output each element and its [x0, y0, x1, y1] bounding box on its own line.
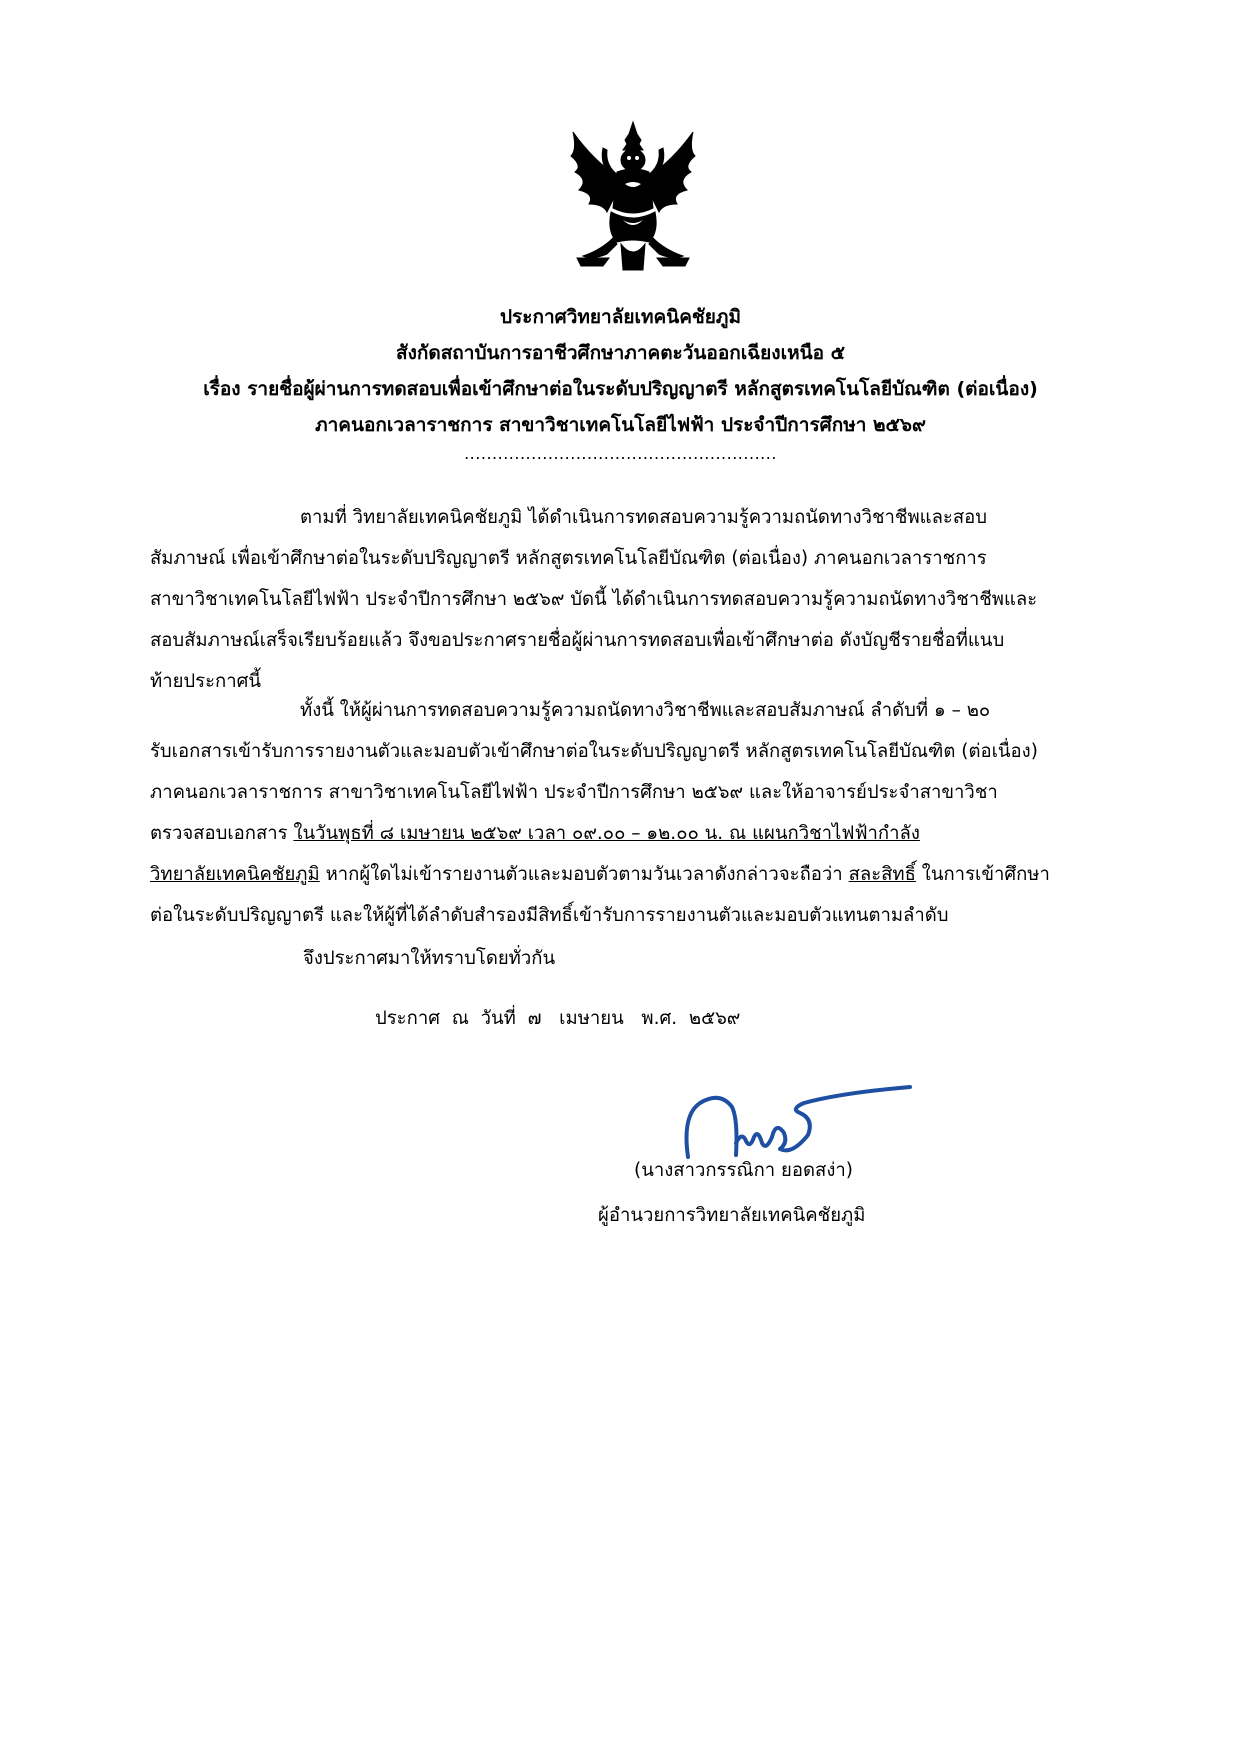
schedule-underlined-text: ในวันพุธที่ ๘ เมษายน ๒๕๖๙ เวลา ๐๙.๐๐ – ๑๒.๐๐ น. ณ แผนกวิชาไฟฟ้ากำลัง: [293, 823, 920, 844]
paragraph-line: ท้ายประกาศนี้: [150, 671, 262, 692]
paragraph-line: สาขาวิชาเทคโนโลยีไฟฟ้า ประจำปีการศึกษา ๒๕๖๙ บัดนี้ ได้ดำเนินการทดสอบความรู้ความถนัดทางวิชาชีพและ: [150, 589, 1038, 610]
body-paragraph-2: [150, 690, 1135, 936]
forfeit-underlined-text: สละสิทธิ์: [848, 864, 916, 885]
paragraph-text: หากผู้ใดไม่เข้ารายงานตัวและมอบตัวตามวันเวลาดังกล่าวจะถือว่า: [319, 864, 849, 885]
announcement-date: ประกาศ ณ วันที่ ๗ เมษายน พ.ศ. ๒๕๖๙: [375, 1008, 741, 1029]
signer-position: ผู้อำนวยการวิทยาลัยเทคนิคชัยภูมิ: [598, 1205, 866, 1226]
paragraph-line: ภาคนอกเวลาราชการ สาขาวิชาเทคโนโลยีไฟฟ้า ประจำปีการศึกษา ๒๕๖๙ และให้อาจารย์ประจำสาขาวิชา: [150, 782, 998, 803]
paragraph-line: [150, 813, 1135, 854]
garuda-emblem-icon: [563, 120, 703, 275]
announcement-affiliation: สังกัดสถาบันการอาชีวศึกษาภาคตะวันออกเฉียงเหนือ ๕: [395, 342, 845, 364]
announcement-subject: เรื่อง รายชื่อผู้ผ่านการทดสอบเพื่อเข้าศึกษาต่อในระดับปริญญาตรี หลักสูตรเทคโนโลยีบัณฑิต (ต่อเนื่อง): [203, 378, 1038, 400]
paragraph-line: ต่อในระดับปริญญาตรี และให้ผู้ที่ได้ลำดับสำรองมีสิทธิ์เข้ารับการรายงานตัวและมอบตัวแทนตามลำดับ: [150, 905, 949, 926]
paragraph-line: สอบสัมภาษณ์เสร็จเรียบร้อยแล้ว จึงขอประกาศรายชื่อผู้ผ่านการทดสอบเพื่อเข้าศึกษาต่อ ดังบัญชีรายชื่อที่แนบ: [150, 630, 1005, 651]
college-underlined-text: วิทยาลัยเทคนิคชัยภูมิ: [150, 864, 320, 885]
paragraph-line: [150, 854, 1135, 895]
paragraph-line: สัมภาษณ์ เพื่อเข้าศึกษาต่อในระดับปริญญาตรี หลักสูตรเทคโนโลยีบัณฑิต (ต่อเนื่อง) ภาคนอกเวลาราชการ: [150, 548, 987, 569]
paragraph-line: ทั้งนี้ ให้ผู้ผ่านการทดสอบความรู้ความถนัดทางวิชาชีพและสอบสัมภาษณ์ ลำดับที่ ๑ – ๒๐: [300, 700, 991, 721]
heading-separator: ........................................................: [464, 444, 777, 463]
closing-statement: จึงประกาศมาให้ทราบโดยทั่วกัน: [303, 948, 556, 969]
announcement-title: ประกาศวิทยาลัยเทคนิคชัยภูมิ: [500, 306, 741, 328]
paragraph-line: ตามที่ วิทยาลัยเทคนิคชัยภูมิ ได้ดำเนินการทดสอบความรู้ความถนัดทางวิชาชีพและสอบ: [300, 507, 987, 528]
paragraph-text: ตรวจสอบเอกสาร: [150, 823, 294, 844]
body-paragraph-1: [150, 497, 1135, 702]
paragraph-text: ในการเข้าศึกษา: [915, 864, 1050, 885]
announcement-program: ภาคนอกเวลาราชการ สาขาวิชาเทคโนโลยีไฟฟ้า ประจำปีการศึกษา ๒๕๖๙: [315, 414, 926, 436]
signer-name: (นางสาวกรรณิกา ยอดสง่า): [634, 1160, 853, 1181]
paragraph-line: รับเอกสารเข้ารับการรายงานตัวและมอบตัวเข้าศึกษาต่อในระดับปริญญาตรี หลักสูตรเทคโนโลยีบัณฑิต (ต่อเนื่อง): [150, 741, 1038, 762]
